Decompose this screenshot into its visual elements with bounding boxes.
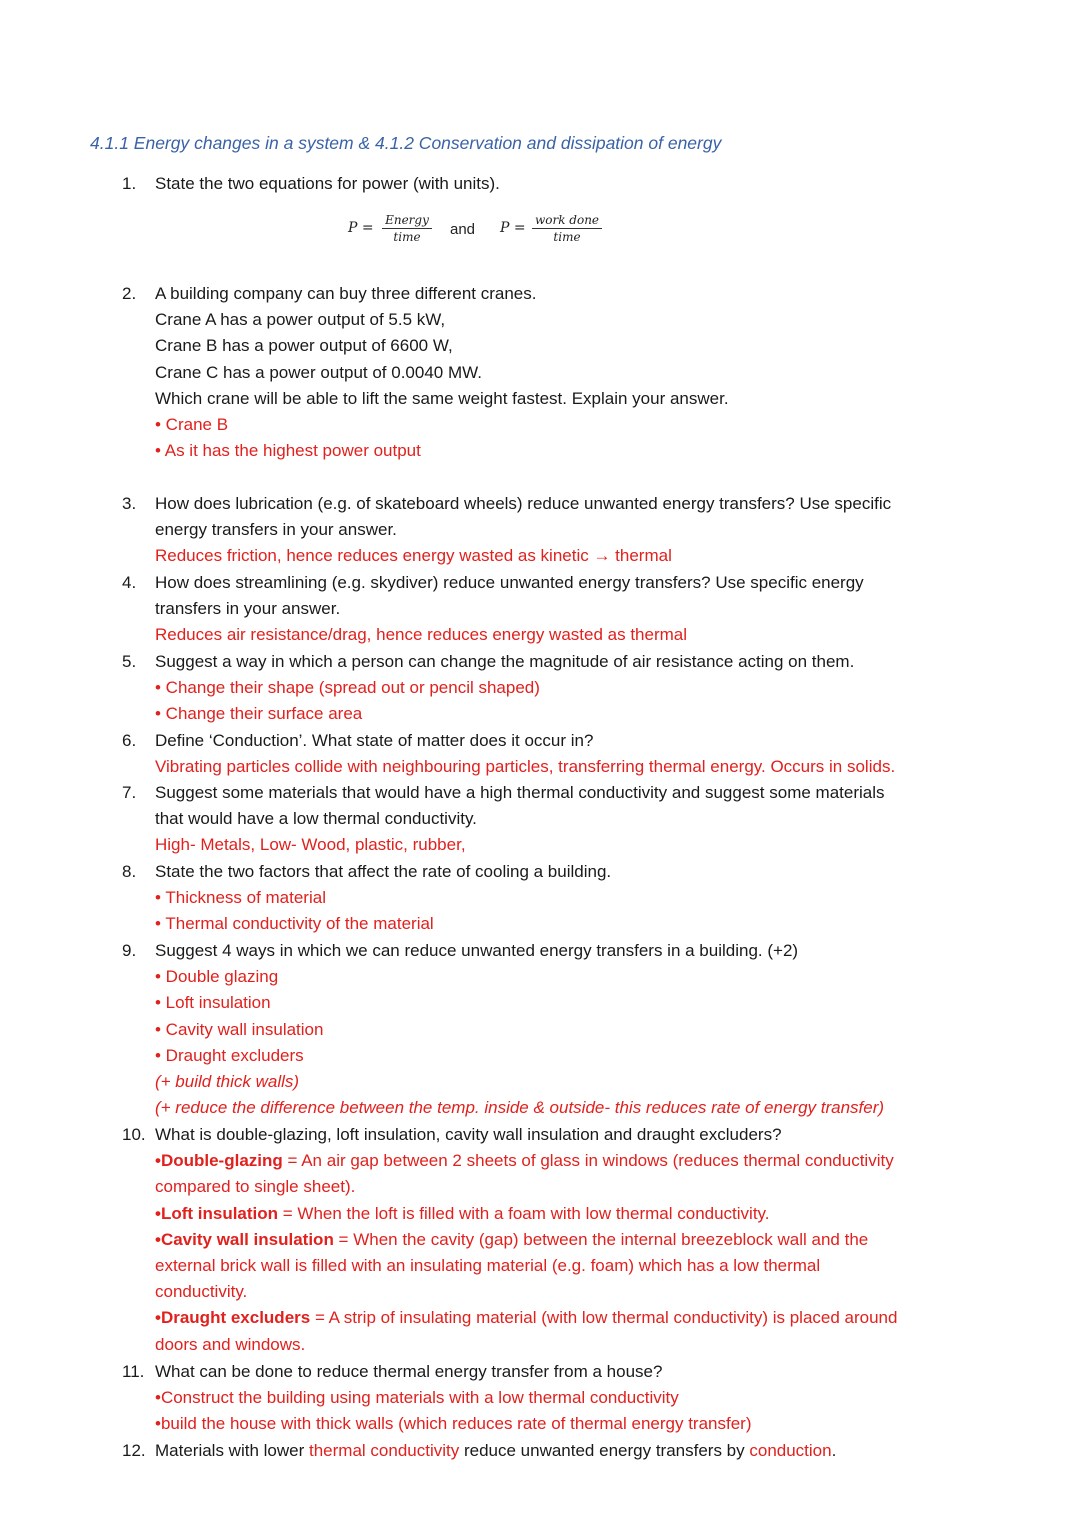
question-number: 4.	[122, 573, 137, 592]
answer-bullet: • Change their surface area	[155, 704, 363, 724]
answer-blank: conduction	[749, 1441, 832, 1460]
sentence-part: .	[831, 1441, 837, 1460]
question-number: 3.	[122, 494, 137, 513]
question-text: What is double-glazing, loft insulation, cavity wall insulation and draught excluders?	[155, 1125, 782, 1144]
definition-text: = An air gap between 2 sheets of glass in windows (reduces thermal conductivity	[282, 1151, 894, 1171]
definition-continuation: external brick wall is filled with an insulating material (e.g. foam) which has a low thermal	[155, 1256, 821, 1276]
formula-1-lhs: P =	[348, 220, 374, 236]
definition-continuation: conductivity.	[155, 1282, 248, 1302]
question-line: Suggest some materials that would have a high thermal conductivity and suggest some materials	[155, 783, 885, 802]
question-text: Define ‘Conduction’. What state of matter does it occur in?	[155, 731, 594, 750]
answer-bullet: • Double glazing	[155, 967, 279, 987]
definition-term: •Loft insulation	[155, 1203, 279, 1223]
answer-blank: thermal conductivity	[309, 1441, 460, 1460]
answer-bullet: •Construct the building using materials with a low thermal conductivity	[155, 1388, 679, 1408]
answer-text: High- Metals, Low- Wood, plastic, rubber,	[155, 835, 466, 855]
sentence-part: reduce unwanted energy transfers by	[459, 1441, 750, 1460]
question-text: State the two factors that affect the rate of cooling a building.	[155, 862, 612, 881]
question-line: Crane B has a power output of 6600 W,	[155, 336, 453, 356]
definition-cavity-wall-insulation	[155, 1227, 972, 1253]
question-3	[122, 491, 972, 570]
definition-text: = A strip of insulating material (with low thermal conductivity) is placed around	[310, 1308, 898, 1328]
definition-loft-insulation	[155, 1201, 972, 1227]
question-number: 12.	[122, 1441, 146, 1460]
question-6	[122, 728, 972, 780]
definition-term: •Draught excluders	[155, 1308, 311, 1328]
definition-continuation: compared to single sheet).	[155, 1177, 356, 1197]
question-5	[122, 649, 972, 728]
question-line: Which crane will be able to lift the same weight fastest. Explain your answer.	[155, 388, 729, 408]
formula-2-fraction	[532, 212, 602, 245]
question-text: Suggest 4 ways in which we can reduce unwanted energy transfers in a building. (+2)	[155, 941, 799, 960]
question-line: How does lubrication (e.g. of skateboard wheels) reduce unwanted energy transfers? Use specific	[155, 494, 892, 513]
formula-1-fraction	[382, 212, 432, 245]
question-number: 1.	[122, 174, 137, 193]
definition-double-glazing	[155, 1148, 972, 1174]
formula-1-denominator: time	[393, 230, 421, 244]
answer-bullet: • Draught excluders	[155, 1045, 304, 1065]
answer-bullet: • Thickness of material	[155, 888, 326, 908]
question-text: State the two equations for power (with units).	[155, 174, 500, 193]
answer-bullet: • Loft insulation	[155, 993, 271, 1013]
answer-bullet: • Cavity wall insulation	[155, 1019, 324, 1039]
definition-term: •Double-glazing	[155, 1151, 283, 1171]
answer-text: Reduces friction, hence reduces energy wasted as kinetic → thermal	[155, 546, 672, 566]
definition-continuation: doors and windows.	[155, 1334, 306, 1354]
question-text: What can be done to reduce thermal energy transfer from a house?	[155, 1362, 663, 1381]
question-12	[122, 1438, 972, 1464]
power-formulas	[348, 210, 608, 254]
definition-text: = When the cavity (gap) between the internal breezeblock wall and the	[333, 1229, 869, 1249]
answer-bullet: • Crane B	[155, 415, 229, 435]
question-4	[122, 570, 972, 649]
formula-2-lhs: P =	[500, 220, 526, 236]
answer-bullet: •build the house with thick walls (which reduces rate of thermal energy transfer)	[155, 1414, 752, 1434]
definition-text: = When the loft is filled with a foam with low thermal conductivity.	[278, 1203, 770, 1223]
question-9	[122, 938, 972, 1121]
question-line: How does streamlining (e.g. skydiver) reduce unwanted energy transfers? Use specific energy	[155, 573, 864, 592]
question-text: Suggest a way in which a person can change the magnitude of air resistance acting on them.	[155, 652, 855, 671]
question-number: 10.	[122, 1125, 146, 1144]
formula-1-numerator: Energy	[382, 212, 432, 229]
question-line: that would have a low thermal conductivity.	[155, 809, 477, 829]
question-2	[122, 281, 972, 464]
question-line: Crane A has a power output of 5.5 kW,	[155, 310, 446, 330]
question-7	[122, 780, 972, 859]
question-1	[122, 171, 972, 197]
section-heading: 4.1.1 Energy changes in a system & 4.1.2 Conservation and dissipation of energy	[90, 133, 722, 153]
question-number: 6.	[122, 731, 137, 750]
question-number: 9.	[122, 941, 137, 960]
question-number: 8.	[122, 862, 137, 881]
definition-term: •Cavity wall insulation	[155, 1229, 334, 1249]
question-number: 5.	[122, 652, 137, 671]
formula-and: and	[450, 221, 476, 238]
question-line: energy transfers in your answer.	[155, 520, 397, 540]
answer-bullet: • As it has the highest power output	[155, 441, 421, 461]
formula-2-numerator: work done	[532, 212, 602, 229]
question-line: transfers in your answer.	[155, 599, 341, 619]
question-number: 2.	[122, 284, 137, 303]
fill-in-sentence	[155, 1438, 972, 1464]
answer-text: Reduces air resistance/drag, hence reduces energy wasted as thermal	[155, 625, 688, 645]
answer-text: Vibrating particles collide with neighbouring particles, transferring thermal energy. Occurs in solids.	[155, 757, 896, 777]
question-8	[122, 859, 972, 938]
answer-bullet: • Change their shape (spread out or pencil shaped)	[155, 678, 540, 698]
answer-extra: (+ build thick walls)	[155, 1072, 300, 1092]
question-number: 11.	[122, 1362, 145, 1381]
question-line: A building company can buy three different cranes.	[155, 284, 537, 303]
definition-draught-excluders	[155, 1305, 972, 1331]
answer-bullet: • Thermal conductivity of the material	[155, 914, 434, 934]
sentence-part: Materials with lower	[155, 1441, 309, 1460]
question-11	[122, 1359, 972, 1438]
answer-extra: (+ reduce the difference between the temp. inside & outside- this reduces rate of energy transfer)	[155, 1098, 885, 1118]
question-10	[122, 1122, 972, 1358]
formula-2-denominator: time	[553, 230, 581, 244]
question-number: 7.	[122, 783, 137, 802]
question-line: Crane C has a power output of 0.0040 MW.	[155, 362, 482, 382]
